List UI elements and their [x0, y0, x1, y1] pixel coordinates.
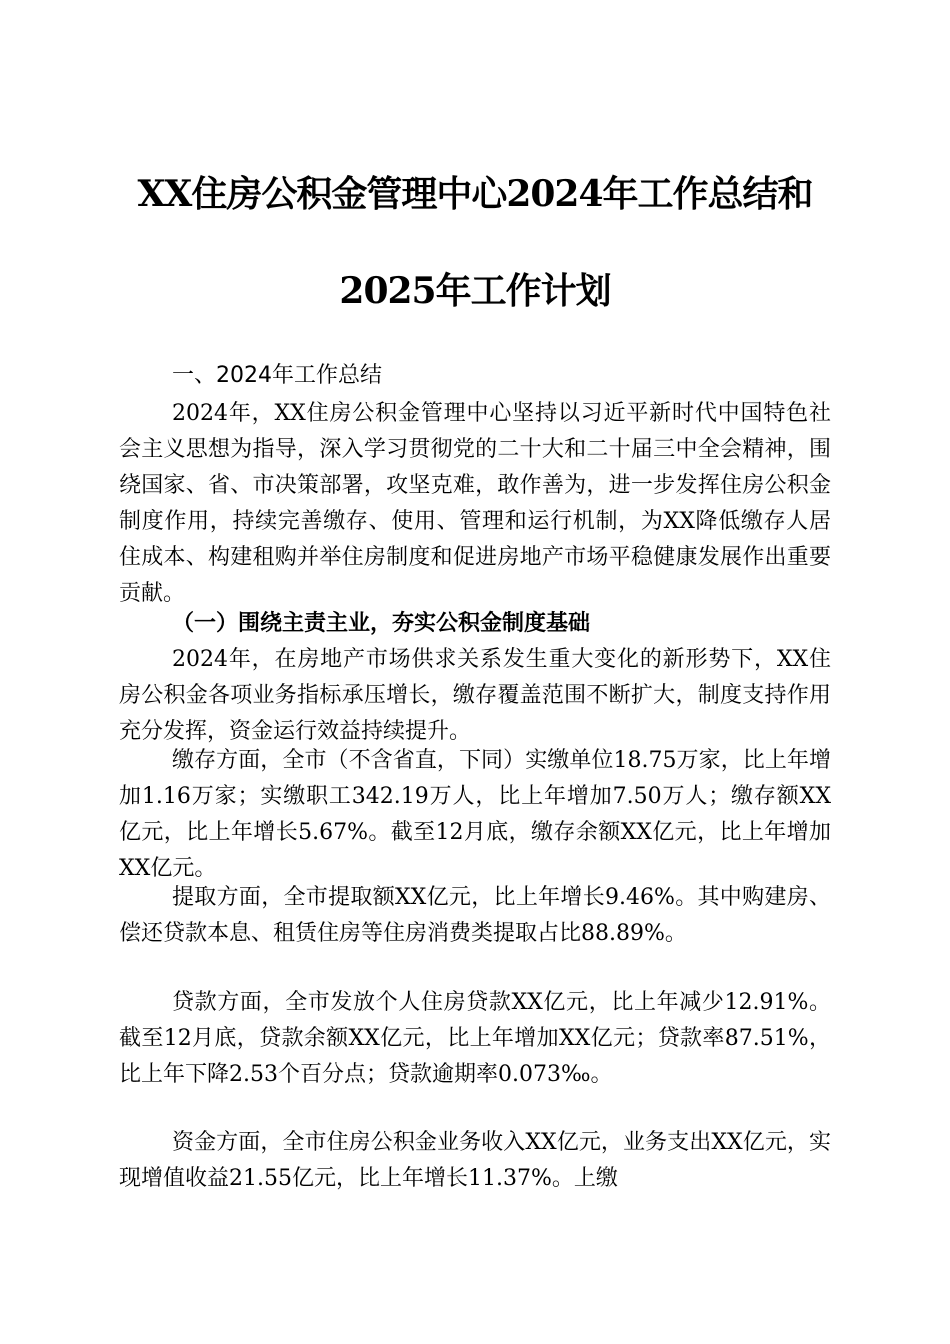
- section-heading: 一、2024年工作总结: [172, 363, 382, 388]
- document-title-line-2: 2025年工作计划: [339, 270, 611, 312]
- intro-paragraph: 2024年，XX住房公积金管理中心坚持以习近平新时代中国特色社会主义思想为指导，深入学习贯彻党的二十大和二十届三中全会精神，围绕国家、省、市决策部署，攻坚克难，敢作善为，进一步发挥住房公积金制度作用，持续完善缴存、使用、管理和运行机制，为XX降低缴存人居住成本、构建租购并举住房制度和促进房地产市场平稳健康发展作出重要贡献。: [119, 401, 831, 606]
- body-paragraph-funds: 资金方面，全市住房公积金业务收入XX亿元，业务支出XX亿元，实现增值收益21.55亿元，比上年增长11.37%。上缴: [119, 1130, 831, 1191]
- document-title-line-1: XX住房公积金管理中心2024年工作总结和: [137, 173, 813, 215]
- body-paragraph-deposit: 缴存方面，全市（不含省直，下同）实缴单位18.75万家，比上年增加1.16万家；实缴职工342.19万人，比上年增加7.50万人；缴存额XX亿元，比上年增长5.67%。截至12月底，缴存余额XX亿元，比上年增加XX亿元。: [119, 748, 831, 881]
- body-paragraph-withdrawal: 提取方面，全市提取额XX亿元，比上年增长9.46%。其中购建房、偿还贷款本息、租赁住房等住房消费类提取占比88.89%。: [119, 885, 831, 946]
- subsection-heading: （一）围绕主责主业，夯实公积金制度基础: [172, 610, 591, 636]
- body-paragraph-overview: 2024年，在房地产市场供求关系发生重大变化的新形势下，XX住房公积金各项业务指标承压增长，缴存覆盖范围不断扩大，制度支持作用充分发挥，资金运行效益持续提升。: [119, 647, 831, 744]
- body-paragraph-loans: 贷款方面，全市发放个人住房贷款XX亿元，比上年减少12.91%。截至12月底，贷款余额XX亿元，比上年增加XX亿元；贷款率87.51%，比上年下降2.53个百分点；贷款逾期率0.073‰。: [119, 990, 831, 1087]
